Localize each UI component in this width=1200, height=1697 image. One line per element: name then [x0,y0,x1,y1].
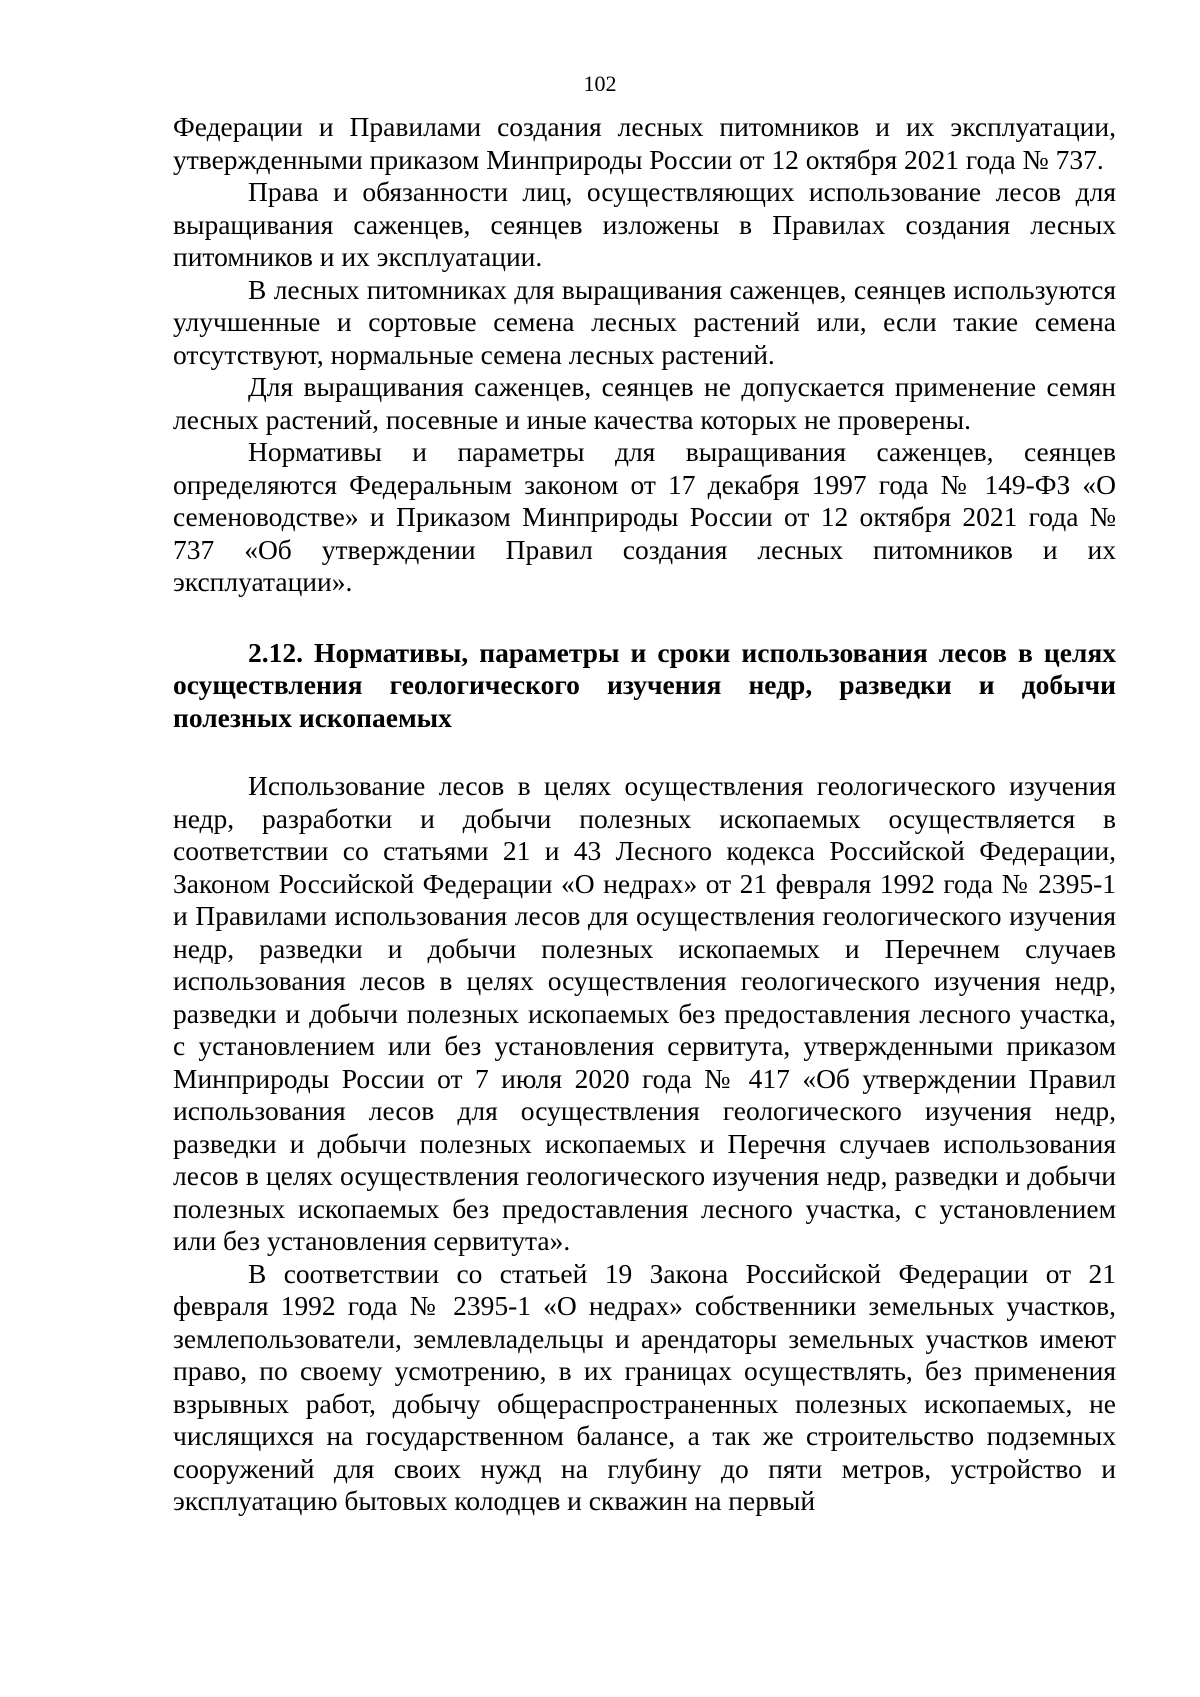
paragraph: Права и обязанности лиц, осуществляющих использование лесов для выращивания саженцев, сеянцев изложены в Правилах создания лесных питомников и их эксплуатации. [173,176,1116,272]
section-heading: 2.12. Нормативы, параметры и сроки использования лесов в целях осуществления геологического изучения недр, разведки и добычи полезных ископаемых [173,636,1116,733]
paragraph: Федерации и Правилами создания лесных питомников и их эксплуатации, утвержденными приказом Минприроды России от 12 октября 2021 года № 737. [173,111,1116,175]
paragraph: Использование лесов в целях осуществления геологического изучения недр, разработки и добычи полезных ископаемых осуществляется в соответствии со статьями 21 и 43 Лесного кодекса Российской Федерации, Законом Российской Федерации «О недрах» от 21 февраля 1992 года № 2395-1 и Правилами использования лесов для осуществления геологического изучения недр, разведки и добычи полезных ископаемых и Перечнем случаев использования лесов в целях осуществления геологического изучения недр, разведки и добычи полезных ископаемых без предоставления лесного участка, с установлением или без установления сервитута, утвержденными приказом Минприроды России от 7 июля 2020 года № 417 «Об утверждении Правил использования лесов для осуществления геологического изучения недр, разведки и добычи полезных ископаемых и Перечня случаев использования лесов в целях осуществления геологического изучения недр, разведки и добычи полезных ископаемых без предоставления лесного участка, с установлением или без установления сервитута». [173,770,1116,1256]
paragraph: Для выращивания саженцев, сеянцев не допускается применение семян лесных растений, посевные и иные качества которых не проверены. [173,371,1116,435]
page-number: 102 [583,71,617,96]
paragraphs-after-heading [173,770,1116,1518]
paragraph: В лесных питомниках для выращивания саженцев, сеянцев используются улучшенные и сортовые семена лесных растений или, если такие семена отсутствуют, нормальные семена лесных растений. [173,273,1116,370]
paragraph: Нормативы и параметры для выращивания саженцев, сеянцев определяются Федеральным законом от 17 декабря 1997 года № 149-ФЗ «О семеноводстве» и Приказом Минприроды России от 12 октября 2021 года № 737 «Об утверждении Правил создания лесных питомников и их эксплуатации». [173,436,1116,597]
paragraph: В соответствии со статьей 19 Закона Российской Федерации от 21 февраля 1992 года № 2395-1 «О недрах» собственники земельных участков, землепользователи, землевладельцы и арендаторы земельных участков имеют право, по своему усмотрению, в их границах осуществлять, без применения взрывных работ, добычу общераспространенных полезных ископаемых, не числящихся на государственном балансе, а так же строительство подземных сооружений для своих нужд на глубину до пяти метров, устройство и эксплуатацию бытовых колодцев и скважин на первый [173,1257,1116,1516]
page-content [173,111,1116,1518]
paragraphs-before-heading [173,111,1116,599]
